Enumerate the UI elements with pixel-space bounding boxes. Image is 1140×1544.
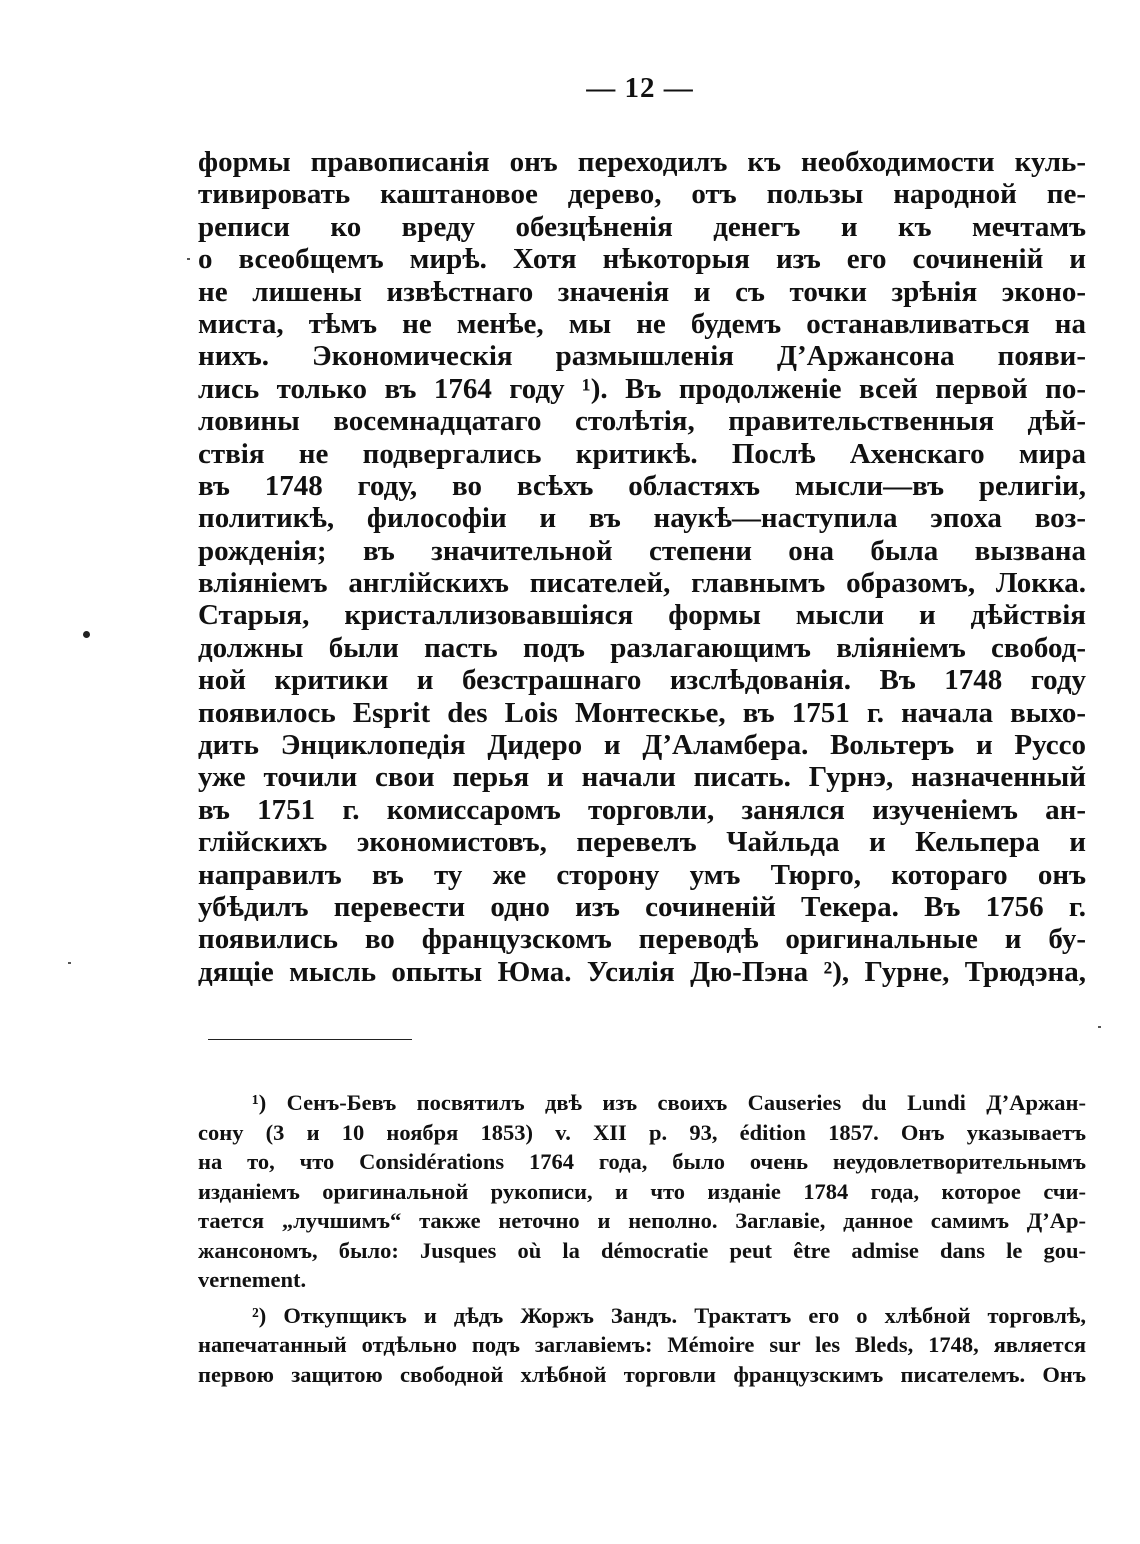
footnote-line: на то, что Considérations 1764 года, было очень неудовлетворительнымъ [198, 1149, 1086, 1174]
text-line: формы правописанія онъ переходилъ къ необходимости куль- [198, 146, 1086, 178]
text-line: въ 1751 г. комиссаромъ торговли, занялся изученіемъ ан- [198, 793, 1086, 826]
footnote-1 [198, 1088, 1086, 1295]
scan-speck [1098, 1026, 1101, 1028]
text-line: появилось Esprit des Lois Монтескье, въ 1751 г. начала выхо- [198, 696, 1086, 729]
text-line: рожденія; въ значительной степени она была вызвана [198, 534, 1086, 567]
text-line: появились во французскомъ переводѣ оригинальные и бу- [198, 923, 1086, 956]
text-line: должны были пасть подъ разлагающимъ вліяніемъ свобод- [198, 631, 1086, 664]
footnote-line: ¹) Сенъ-Бевъ посвятилъ двѣ изъ своихъ Causeries du Lundi Д’Аржан- [252, 1090, 1086, 1115]
main-text [198, 146, 1086, 988]
text-line: убѣдилъ перевести одно изъ сочиненій Текера. Въ 1756 г. [198, 890, 1086, 923]
text-line: Старыя, кристаллизовавшіяся формы мысли и дѣйствія [198, 599, 1086, 632]
text-line: вліяніемъ англійскихъ писателей, главнымъ образомъ, Локка. [198, 567, 1086, 600]
footnote-2 [198, 1301, 1086, 1390]
text-line: въ 1748 году, во всѣхъ областяхъ мысли—въ религіи, [198, 469, 1086, 502]
page-number: — 12 — [586, 72, 694, 104]
footnote-separator [208, 1039, 412, 1040]
footnotes [198, 1088, 1086, 1389]
footnote-line: сону (3 и 10 ноября 1853) v. XII p. 93, édition 1857. Онъ указываетъ [198, 1119, 1086, 1145]
text-line: тивировать каштановое дерево, отъ пользы народной пе- [198, 178, 1086, 211]
text-line: миста, тѣмъ не менѣе, мы не будемъ останавливаться на [198, 307, 1086, 340]
text-line: лись только въ 1764 году ¹). Въ продолженіе всей первой по- [198, 372, 1086, 405]
scan-speck [68, 962, 71, 964]
footnote-line: изданіемъ оригинальной рукописи, и что изданіе 1784 года, которое счи- [198, 1178, 1086, 1204]
text-line: не лишены извѣстнаго значенія и съ точки зрѣнія эконо- [198, 275, 1086, 308]
text-line: ствія не подвергались критикѣ. Послѣ Ахенскаго мира [198, 437, 1086, 470]
text-line: о всеобщемъ мирѣ. Хотя нѣкоторыя изъ его сочиненій и [198, 243, 1086, 276]
footnote-line: первою защитою свободной хлѣбной торговли французскимъ писателемъ. Онъ [198, 1361, 1086, 1387]
text-line: ловины восемнадцатаго столѣтія, правительственныя дѣй- [198, 405, 1086, 438]
text-line: глійскихъ экономистовъ, перевелъ Чайльда и Кельпера и [198, 826, 1086, 859]
scan-speck [187, 258, 190, 260]
text-line: уже точили свои перья и начали писать. Гурнэ, назначенный [198, 761, 1086, 794]
text-line: нихъ. Экономическія размышленія Д’Аржансона появи- [198, 340, 1086, 373]
text-line: реписи ко вреду обезцѣненія денегъ и къ мечтамъ [198, 210, 1086, 243]
scan-speck [83, 631, 90, 638]
text-line: политикѣ, философіи и въ наукѣ—наступила эпоха воз- [198, 502, 1086, 535]
text-line: дить Энциклопедія Дидеро и Д’Аламбера. Вольтеръ и Руссо [198, 729, 1086, 762]
footnote-line: тается „лучшимъ“ также неточно и неполно. Заглавіе, данное самимъ Д’Ар- [198, 1208, 1086, 1233]
footnote-line: ²) Откупщикъ и дѣдъ Жоржъ Зандъ. Трактатъ его о хлѣбной торговлѣ, [252, 1302, 1086, 1328]
footnote-line: vernement. [198, 1267, 307, 1292]
text-line: направилъ въ ту же сторону умъ Тюрго, котораго онъ [198, 858, 1086, 891]
text-line: дящіе мысль опыты Юма. Усилія Дю-Пэна ²), Гурне, Трюдэна, [198, 955, 1086, 988]
footnote-line: жансономъ, было: Jusques où la démocratie peut être admise dans le gou- [198, 1237, 1086, 1263]
footnote-line: напечатанный отдѣльно подъ заглавіемъ: Mémoire sur les Bleds, 1748, является [198, 1332, 1086, 1357]
text-line: ной критики и безстрашнаго изслѣдованія. Въ 1748 году [198, 664, 1086, 697]
